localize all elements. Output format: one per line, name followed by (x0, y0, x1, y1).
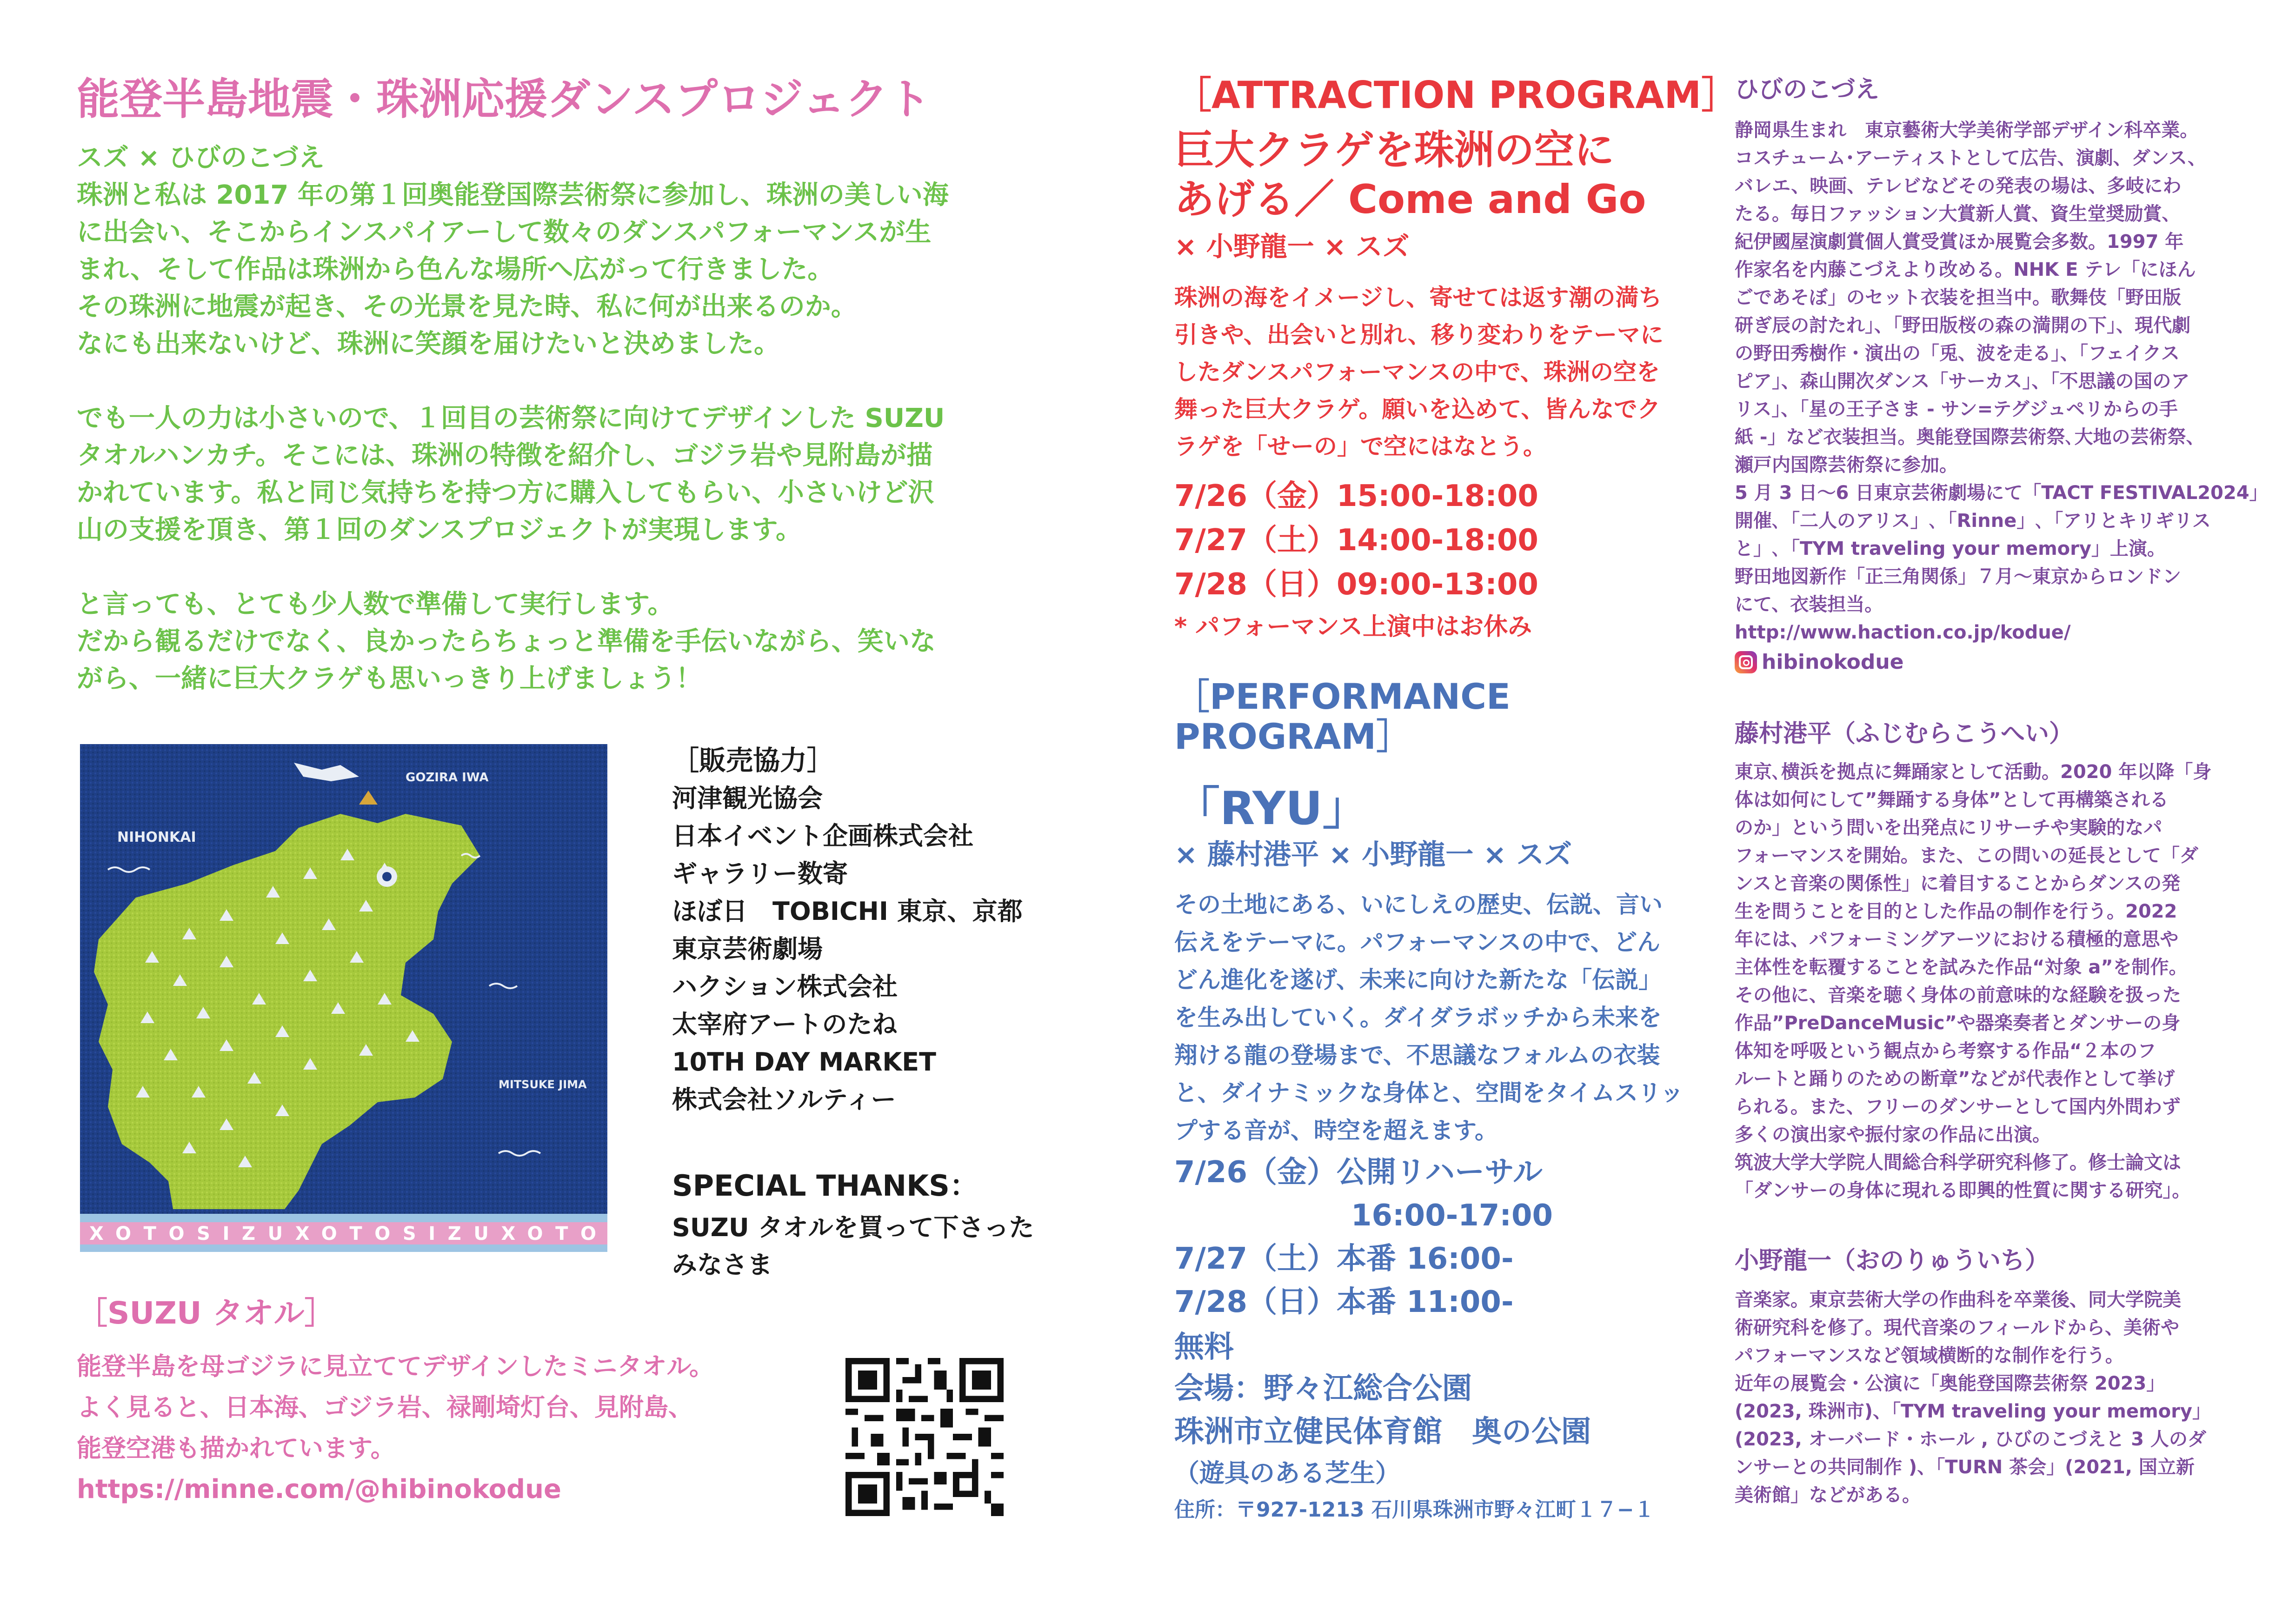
intro-line: でも一人の力は小さいので、１回目の芸術祭に向けてデザインした SUZU (77, 403, 945, 433)
suzu-towel-photo (80, 744, 607, 1252)
bio-name-ono: 小野龍一（おのりゅういち） (1735, 1247, 2050, 1275)
bio-line: ごであそぼ」のセット衣装を担当中。歌舞伎「野田版 (1735, 287, 2181, 308)
bio-line: 生を問うことを目的とした作品の制作を行う。2022 (1735, 901, 2177, 922)
bio-line: 音楽家。東京芸術大学の作曲科を卒業後、同大学院美 (1735, 1289, 2181, 1311)
performance-desc-line: と、ダイナミックな身体と、空間をタイムスリッ (1174, 1079, 1684, 1106)
intro-line: その珠洲に地震が起き、その光景を見た時、私に何が出来るのか。 (77, 292, 857, 322)
minne-shop-link[interactable]: https://minne.com/@hibinokodue (77, 1474, 561, 1504)
attraction-title-line: 巨大クラゲを珠洲の空に (1174, 127, 1614, 173)
intro-line: スズ × ひびのこづえ (77, 143, 325, 173)
instagram-link[interactable] (1735, 650, 1904, 674)
bio-line: 近年の展覧会・公演に「奥能登国際芸術祭 2023」 (1735, 1373, 2165, 1394)
attraction-desc-line: 舞った巨大クラゲ。願いを込めて、皆んなでク (1174, 396, 1661, 423)
paragraph-gap (77, 549, 949, 586)
bio-line: 東京､横浜を拠点に舞踊家として活動。2020 年以降「身 (1735, 761, 2212, 783)
performance-heading-line: PROGRAM］ (1174, 716, 1412, 757)
intro-line: と言っても、とても少人数で準備して実行します。 (77, 589, 674, 619)
performance-desc-line: その土地にある、いにしえの歴史、伝説、言い (1174, 891, 1663, 918)
intro-line: に出会い、そこからインスパイアーして数々のダンスパフォーマンスが生 (77, 217, 932, 247)
bio-line: のか」という問いを出発点にリサーチや実験的なパ (1735, 817, 2163, 838)
sales-item: 日本イベント企画株式会社 (672, 821, 973, 851)
sales-item: 10TH DAY MARKET (672, 1047, 937, 1077)
performance-description (1174, 886, 1684, 1150)
bio-line: 術研究科を修了。現代音楽のフィールドから、美術や (1735, 1317, 2179, 1338)
bio-line: 筑波大学大学院人間総合科学研究科修了。修士論文は (1735, 1152, 2181, 1173)
bio-text-hibino (1735, 116, 2268, 646)
towel-border-text: XOTOSIZUXOTOSIZUXOTO (89, 1223, 597, 1244)
bio-name-fujimura: 藤村港平（ふじむらこうへい） (1735, 720, 2074, 748)
instagram-icon (1735, 651, 1757, 673)
sales-item: ほぼ日 TOBICHI 東京、京都 (672, 897, 1023, 926)
bio-text-fujimura (1735, 758, 2211, 1204)
attraction-time: 7/28（日）09:00-13:00 (1174, 567, 1538, 602)
attraction-desc-line: 引きや、出会いと別れ、移り変わりをテーマに (1174, 321, 1664, 348)
attraction-title-line: あげる／ Come and Go (1174, 176, 1646, 223)
attraction-desc-line: 珠洲の海をイメージし、寄せては返す潮の満ち (1174, 284, 1662, 311)
venue-line: 会場：野々江総合公園 (1174, 1371, 1472, 1406)
instagram-handle: hibinokodue (1762, 650, 1904, 674)
bio-line: 野田地図新作「正三角関係」７月〜東京からロンドン (1735, 566, 2181, 587)
admission-fee: 無料 (1174, 1330, 1234, 1364)
venue (1174, 1367, 1591, 1454)
performance-time: 7/26（金）公開リハーサル (1174, 1155, 1543, 1190)
attraction-time: 7/27（土）14:00-18:00 (1174, 523, 1538, 558)
bio-line: 静岡県生まれ 東京藝術大学美術学部デザイン科卒業。 (1735, 120, 2199, 141)
bio-line: の野田秀樹作・演出の「兎、波を走る」、「フェイクス (1735, 343, 2180, 364)
bio-line: 瀬戸内国際芸術祭に参加。 (1735, 454, 1958, 476)
performance-heading-line: ［PERFORMANCE (1174, 676, 1511, 717)
bio-line: ピア」、森山開次ダンス「サーカス」、「不思議の国のア (1735, 371, 2190, 392)
thanks-line: みなさま (672, 1250, 772, 1279)
bio-line: 「ダンサーの身体に現れる即興的性質に関する研究」。 (1735, 1180, 2191, 1201)
special-thanks-text (672, 1209, 1034, 1284)
bio-line: コスチューム･アーティストとして広告、演劇、ダンス、 (1735, 147, 2206, 169)
bio-line: (2023, オーバード・ホール , ひびのこづえと 3 人のダ (1735, 1429, 2206, 1450)
bio-line: たる。毎日ファッション大賞新人賞、資生堂奨励賞、 (1735, 203, 2181, 225)
sales-item: 太宰府アートのたね (672, 1010, 898, 1039)
intro-text (77, 140, 949, 698)
bio-line: 作品”PreDanceMusic”や器楽奏者とダンサーの身 (1735, 1012, 2181, 1034)
bio-line: 主体性を転覆することを試みた作品“対象 a”を制作。 (1735, 957, 2188, 978)
attraction-desc-line: したダンスパフォーマンスの中で、珠洲の空を (1174, 359, 1660, 386)
sales-item: ギャラリー数寄 (672, 859, 848, 888)
bio-line: リス」、「星の王子さま - サン=テグジュペリからの手 (1735, 399, 2178, 420)
performance-desc-line: 翔ける龍の登場まで、不思議なフォルムの衣装 (1174, 1042, 1660, 1069)
bio-line: 紙 -」など衣装担当。奥能登国際芸術祭､大地の芸術祭、 (1735, 426, 2205, 448)
bio-line: フォーマンスを開始。また、この問いの延長として「ダ (1735, 845, 2198, 866)
sales-item: 東京芸術劇場 (672, 934, 823, 964)
bio-line: 体は如何にして”舞踊する身体”として再構築される (1735, 789, 2169, 811)
intro-line: かれています。私と同じ気持ちを持つ方に購入してもらい、小さいけど沢 (77, 478, 934, 508)
suzu-towel-description (77, 1346, 714, 1469)
performance-desc-line: 伝えをテーマに。パフォーマンスの中で、どん (1174, 929, 1660, 956)
towel-line: 能登空港も描かれています。 (77, 1434, 395, 1463)
performance-cast: × 藤村港平 × 小野龍一 × スズ (1174, 838, 1572, 871)
bio-line: パフォーマンスなど領域横断的な制作を行う。 (1735, 1345, 2124, 1366)
bio-line: 多くの演出家や振付家の作品に出演。 (1735, 1124, 2051, 1145)
bio-text-ono (1735, 1286, 2211, 1509)
bio-line: (2023, 珠洲市)、「TYM traveling your memory」 (1735, 1401, 2211, 1422)
paragraph-gap (77, 363, 949, 400)
attraction-desc-line: ラゲを「せーの」で空にはなとう。 (1174, 433, 1546, 460)
performance-program-heading (1174, 677, 1511, 757)
qr-code[interactable] (845, 1358, 1004, 1516)
sales-item: 株式会社ソルティー (672, 1085, 896, 1114)
special-thanks-heading: SPECIAL THANKS： (672, 1169, 978, 1203)
bio-line: にて、衣装担当。 (1735, 594, 1883, 615)
performance-schedule (1174, 1151, 1553, 1324)
bio-line: バレエ、映画、テレビなどその発表の場は、多岐にわ (1735, 175, 2182, 197)
bio-line: その他に、音楽を聴く身体の前意味的な経験を扱った (1735, 985, 2181, 1006)
bio-line: ルートと踊りのための断章”などが代表作として挙げ (1735, 1068, 2175, 1090)
performance-time: 7/27（土）本番 16:00- (1174, 1242, 1514, 1276)
intro-line: 珠洲と私は 2017 年の第１回奥能登国際芸術祭に参加し、珠洲の美しい海 (77, 180, 949, 210)
suzu-towel-heading: ［SUZU タオル］ (77, 1295, 335, 1331)
page-title: 能登半島地震・珠洲応援ダンスプロジェクト (77, 74, 931, 124)
intro-line: まれ、そして作品は珠洲から色んな場所へ広がって行きました。 (77, 254, 834, 285)
attraction-description (1174, 279, 1664, 465)
performance-time: 16:00-17:00 (1351, 1198, 1553, 1233)
venue-address: 住所：〒927-1213 石川県珠洲市野々江町１７−１ (1174, 1498, 1655, 1522)
intro-line: 山の支援を頂き、第１回のダンスプロジェクトが実現します。 (77, 515, 802, 545)
bio-line: 5 月 3 日〜6 日東京芸術劇場にて「TACT FESTIVAL2024」 (1735, 482, 2268, 504)
towel-line: よく見ると、日本海、ゴジラ岩、禄剛埼灯台、見附島、 (77, 1393, 693, 1422)
bio-line: ンスと音楽の関係性」に着目することからダンスの発 (1735, 873, 2180, 894)
intro-line: なにも出来ないけど、珠洲に笑顔を届けたいと決めました。 (77, 329, 780, 359)
attraction-title (1174, 126, 1646, 224)
performance-title: 「RYU」 (1174, 782, 1368, 835)
towel-line: 能登半島を母ゴジラに見立ててデザインしたミニタオル。 (77, 1352, 714, 1381)
bio-name-hibino: ひびのこづえ (1735, 76, 1879, 104)
bio-line: ンサーとの共同制作 )、「TURN 茶会」(2021, 国立新 (1735, 1457, 2195, 1478)
bio-line: 年には、パフォーミングアーツにおける積極的意思や (1735, 929, 2179, 950)
towel-label-gozira: GOZIRA IWA (406, 771, 489, 785)
thanks-line: SUZU タオルを買って下さった (672, 1213, 1034, 1242)
bio-line: 開催､「二人のアリス」､「Rinne」､「アリとキリギリス (1735, 510, 2211, 532)
towel-label-mitsuke: MITSUKE JIMA (499, 1078, 587, 1091)
sales-heading: ［販売協力］ (672, 745, 834, 776)
venue-line: 珠洲市立健民体育館 奥の公園 (1174, 1415, 1591, 1449)
performance-desc-line: を生み出していく。ダイダラボッチから未来を (1174, 1004, 1662, 1031)
bio-line: 作家名を内藤こづえより改める。NHK E テレ「にほん (1735, 259, 2196, 280)
intro-line: タオルハンカチ。そこには、珠洲の特徴を紹介し、ゴジラ岩や見附島が描 (77, 440, 933, 471)
attraction-time: 7/26（金）15:00-18:00 (1174, 479, 1538, 513)
performance-time: 7/28（日）本番 11:00- (1174, 1285, 1514, 1319)
attraction-cast: × 小野龍一 × スズ (1174, 231, 1410, 262)
attraction-program-heading: ［ATTRACTION PROGRAM］ (1174, 73, 1739, 117)
bio-line: 美術館」などがある。 (1735, 1484, 1921, 1506)
sales-item: ハクション株式会社 (672, 972, 898, 1001)
haction-website-link[interactable]: http://www.haction.co.jp/kodue/ (1735, 622, 2071, 643)
towel-label-nihonkai: NIHONKAI (117, 829, 196, 845)
attraction-schedule (1174, 474, 1538, 607)
bio-line: 研ぎ辰の討たれ」、「野田版桜の森の満開の下」、現代劇 (1735, 315, 2190, 336)
venue-note: （遊具のある芝生） (1174, 1458, 1400, 1488)
bio-line: と」､「TYM traveling your memory」上演。 (1735, 538, 2166, 559)
intro-line: だから観るだけでなく、良かったらちょっと準備を手伝いながら、笑いな (77, 626, 936, 657)
performance-desc-line: プする音が、時空を超えます。 (1174, 1117, 1498, 1144)
sales-item: 河津観光協会 (672, 784, 823, 813)
bio-line: 体知を呼吸という観点から考察する作品“２本のフ (1735, 1040, 2156, 1062)
intro-line: がら、一緒に巨大クラゲも思いっきり上げましょう！ (77, 664, 702, 694)
sales-partners (672, 742, 1023, 1118)
bio-line: 紀伊國屋演劇賞個人賞受賞ほか展覧会多数。1997 年 (1735, 231, 2184, 253)
bio-line: られる。また、フリーのダンサーとして国内外問わず (1735, 1096, 2181, 1118)
attraction-note: * パフォーマンス上演中はお休み (1174, 613, 1532, 641)
performance-desc-line: どん進化を遂げ、未来に向けた新たな「伝説」 (1174, 966, 1662, 993)
